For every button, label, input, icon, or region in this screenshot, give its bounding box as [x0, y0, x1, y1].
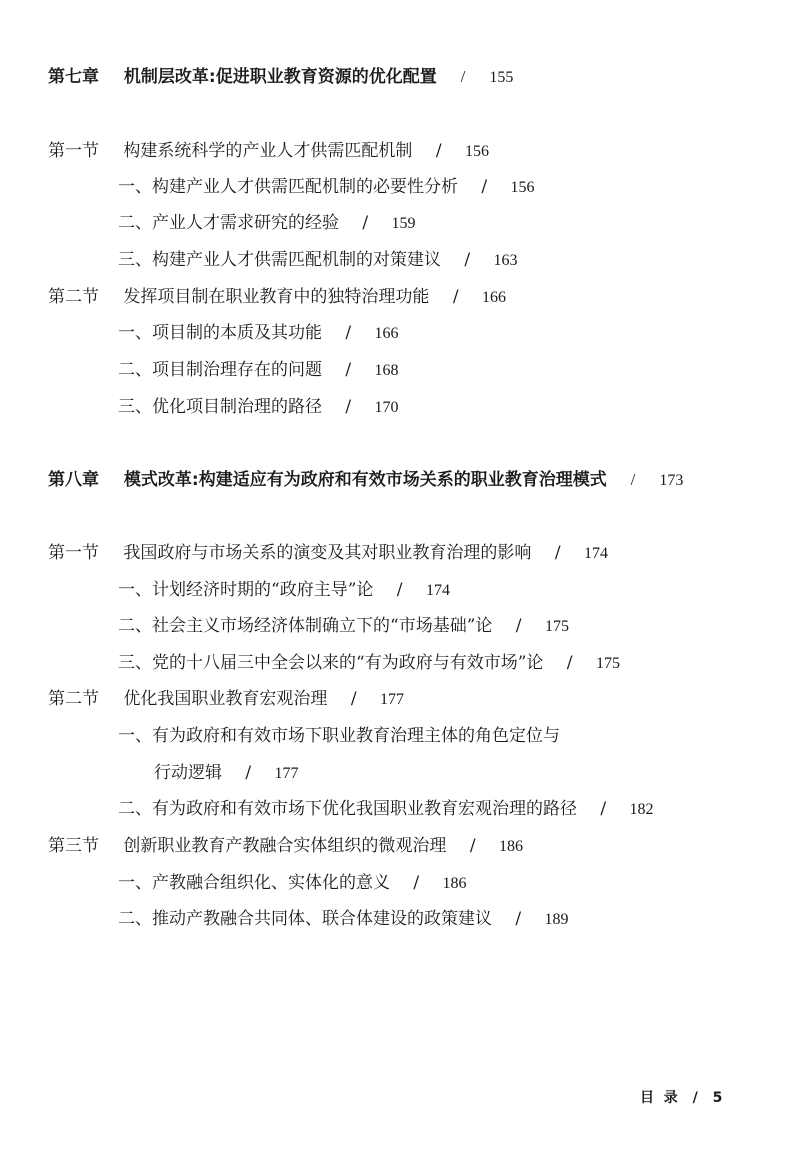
- page-number: 182: [629, 801, 654, 818]
- separator: /: [469, 836, 476, 856]
- separator: /: [515, 616, 522, 636]
- page-number: 173: [659, 472, 684, 489]
- section-title: 创新职业教育产教融合实体组织的微观治理: [123, 836, 447, 856]
- page-number: 170: [374, 399, 399, 416]
- page-number: 166: [481, 289, 506, 306]
- toc-item[interactable]: [118, 652, 620, 675]
- toc-chapter-7[interactable]: [48, 66, 513, 89]
- page-number: 166: [374, 325, 399, 342]
- item-title: 一、有为政府和有效市场下职业教育治理主体的角色定位与: [118, 726, 560, 746]
- toc-section[interactable]: [48, 286, 506, 309]
- separator: /: [350, 689, 357, 709]
- toc-item[interactable]: [118, 725, 560, 747]
- item-title: 二、社会主义市场经济体制确立下的“市场基础”论: [118, 616, 493, 636]
- toc-item[interactable]: [118, 396, 399, 419]
- separator: /: [435, 141, 442, 161]
- separator: /: [396, 580, 403, 600]
- toc-section[interactable]: [48, 835, 523, 858]
- toc-item[interactable]: [118, 176, 535, 199]
- chapter-title: 模式改革:构建适应有为政府和有效市场关系的职业教育治理模式: [123, 470, 607, 490]
- page-number: 189: [544, 911, 569, 928]
- separator: /: [362, 213, 369, 233]
- item-title: 三、党的十八届三中全会以来的“有为政府与有效市场”论: [118, 653, 544, 673]
- item-title: 三、构建产业人才供需匹配机制的对策建议: [118, 250, 441, 270]
- item-title: 二、项目制治理存在的问题: [118, 360, 322, 380]
- section-label: 第三节: [48, 836, 99, 856]
- footer-page-number: 5: [712, 1090, 723, 1106]
- toc-item[interactable]: [118, 322, 399, 345]
- toc-item[interactable]: [118, 579, 450, 602]
- separator: /: [600, 799, 607, 819]
- toc-item[interactable]: [118, 249, 518, 272]
- page-footer: [640, 1087, 722, 1107]
- separator: /: [245, 763, 252, 783]
- section-title: 我国政府与市场关系的演变及其对职业教育治理的影响: [123, 543, 532, 563]
- toc-item[interactable]: [118, 615, 569, 638]
- page-number: 175: [544, 618, 569, 635]
- page-number: 174: [425, 582, 450, 599]
- toc-item[interactable]: [118, 908, 569, 931]
- toc-item[interactable]: [118, 872, 467, 895]
- separator: /: [554, 543, 561, 563]
- item-title: 二、有为政府和有效市场下优化我国职业教育宏观治理的路径: [118, 799, 577, 819]
- chapter-label: 第八章: [48, 470, 99, 490]
- separator: /: [460, 67, 466, 86]
- separator: /: [345, 397, 352, 417]
- footer-separator: /: [692, 1090, 698, 1106]
- item-title: 二、推动产教融合共同体、联合体建设的政策建议: [118, 909, 492, 929]
- toc-chapter-8[interactable]: [48, 469, 683, 492]
- item-title: 一、构建产业人才供需匹配机制的必要性分析: [118, 177, 458, 197]
- item-title: 一、计划经济时期的“政府主导”论: [118, 580, 374, 600]
- page-number: 175: [595, 655, 620, 672]
- section-label: 第一节: [48, 543, 99, 563]
- item-title: 一、项目制的本质及其功能: [118, 323, 322, 343]
- section-title: 构建系统科学的产业人才供需匹配机制: [123, 141, 413, 161]
- toc-section[interactable]: [48, 688, 404, 711]
- page-number: 177: [274, 765, 299, 782]
- toc-item[interactable]: [118, 798, 654, 821]
- separator: /: [566, 653, 573, 673]
- page-number: 156: [510, 179, 535, 196]
- page-number: 168: [374, 362, 399, 379]
- section-title: 发挥项目制在职业教育中的独特治理功能: [123, 287, 430, 307]
- chapter-title: 机制层改革:促进职业教育资源的优化配置: [123, 67, 437, 87]
- section-label: 第一节: [48, 141, 99, 161]
- separator: /: [345, 323, 352, 343]
- chapter-label: 第七章: [48, 67, 99, 87]
- separator: /: [630, 470, 636, 489]
- toc-item[interactable]: [118, 359, 399, 382]
- toc-section[interactable]: [48, 140, 489, 163]
- item-title: 三、优化项目制治理的路径: [118, 397, 322, 417]
- separator: /: [515, 909, 522, 929]
- section-label: 第二节: [48, 287, 99, 307]
- toc-item-continuation[interactable]: [154, 762, 299, 785]
- separator: /: [452, 287, 459, 307]
- item-title: 二、产业人才需求研究的经验: [118, 213, 339, 233]
- separator: /: [464, 250, 471, 270]
- item-title: 一、产教融合组织化、实体化的意义: [118, 873, 390, 893]
- page-number: 155: [489, 69, 514, 86]
- toc-section[interactable]: [48, 542, 608, 565]
- separator: /: [413, 873, 420, 893]
- footer-text: 目 录: [640, 1090, 678, 1106]
- page-number: 177: [379, 691, 404, 708]
- page-number: 174: [583, 545, 608, 562]
- section-label: 第二节: [48, 689, 99, 709]
- page-number: 163: [493, 252, 518, 269]
- item-title: 行动逻辑: [154, 763, 222, 783]
- page-number: 186: [442, 875, 467, 892]
- page-number: 156: [464, 143, 489, 160]
- page-number: 186: [498, 838, 523, 855]
- page-number: 159: [391, 215, 416, 232]
- section-title: 优化我国职业教育宏观治理: [123, 689, 328, 709]
- separator: /: [481, 177, 488, 197]
- separator: /: [345, 360, 352, 380]
- toc-item[interactable]: [118, 212, 416, 235]
